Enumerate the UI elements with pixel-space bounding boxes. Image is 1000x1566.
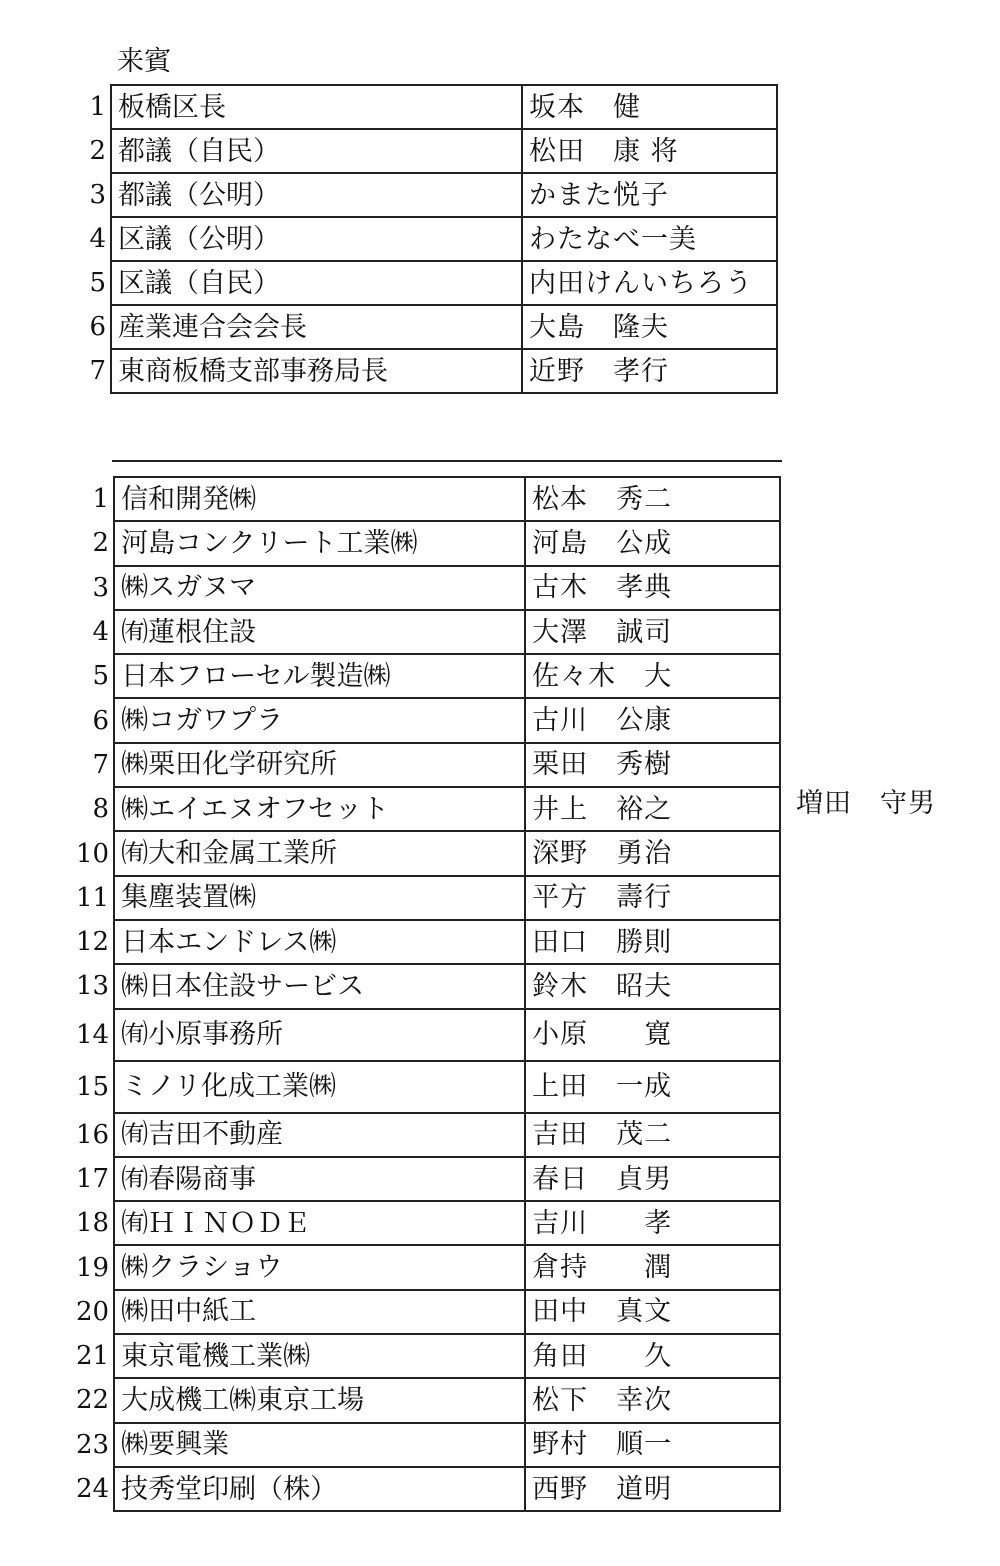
row-number: 6: [92, 705, 110, 736]
table-row: [76, 654, 780, 698]
organization-cell: ㈲吉田不動産: [114, 1113, 525, 1157]
name-cell: 大澤 誠司: [525, 610, 780, 654]
name-cell: かまた悦子: [522, 173, 777, 217]
table-row: [76, 876, 780, 920]
table-row: [76, 1061, 780, 1113]
table-row: [76, 698, 780, 742]
name-cell: 鈴木 昭夫: [525, 964, 780, 1008]
table-row: [76, 743, 780, 787]
organization-cell: ㈱要興業: [114, 1423, 525, 1467]
organization-cell: 東京電機工業㈱: [114, 1334, 525, 1378]
organization-cell: 区議（自民）: [111, 261, 522, 305]
table-row: [76, 1423, 780, 1467]
table-row: [76, 1334, 780, 1378]
organization-cell: ㈲ＨＩＮＯＤＥ: [114, 1201, 525, 1245]
row-number: 4: [92, 617, 110, 648]
row-number: 1: [92, 484, 110, 515]
organization-cell: ミノリ化成工業㈱: [114, 1061, 525, 1113]
row-number: 6: [89, 312, 106, 342]
table-row: [76, 1201, 780, 1245]
table-row: [76, 305, 777, 349]
organization-cell: 東商板橋支部事務局長: [111, 349, 522, 393]
table-row: [76, 1009, 780, 1061]
row-number: 7: [89, 356, 106, 386]
table-row: [76, 831, 780, 875]
table-row: [76, 85, 777, 129]
table-row: [76, 920, 780, 964]
row-number: 4: [89, 224, 106, 254]
row-number: 20: [76, 1296, 110, 1327]
name-cell: 井上 裕之: [525, 787, 780, 831]
table-row: [76, 787, 780, 831]
row-number: 12: [76, 927, 110, 958]
row-number: 17: [76, 1164, 110, 1194]
guests-table: [76, 84, 778, 394]
organization-cell: ㈱エイエヌオフセット: [114, 787, 525, 831]
name-cell: 吉川 孝: [525, 1201, 780, 1245]
row-number: 3: [92, 572, 110, 603]
row-number: 3: [89, 180, 106, 210]
table-row: [76, 1290, 780, 1334]
name-cell: 河島 公成: [525, 521, 780, 565]
table-row: [76, 261, 777, 305]
name-cell: 古木 孝典: [525, 566, 780, 610]
row-number: 15: [76, 1071, 110, 1102]
name-cell: 春日 貞男: [525, 1157, 780, 1201]
row-number: 21: [76, 1341, 110, 1372]
organization-cell: ㈱スガヌマ: [114, 566, 525, 610]
row-number: 10: [76, 838, 110, 869]
row-number: 24: [76, 1474, 110, 1505]
organization-cell: ㈱コガワプラ: [114, 698, 525, 742]
organization-cell: ㈱栗田化学研究所: [114, 743, 525, 787]
name-cell: 近野 孝行: [522, 349, 777, 393]
row-number: 22: [76, 1385, 110, 1416]
organization-cell: 板橋区長: [111, 85, 522, 129]
name-cell: 深野 勇治: [525, 831, 780, 875]
row-number: 18: [76, 1208, 110, 1239]
row-number: 19: [76, 1252, 110, 1283]
guests-heading: 来賓: [117, 46, 171, 77]
row-number: 23: [76, 1429, 110, 1460]
organization-cell: ㈱日本住設サービス: [114, 964, 525, 1008]
name-cell: 松田 康 将: [522, 129, 777, 173]
name-cell: 松下 幸次: [525, 1378, 780, 1422]
table-row: [76, 217, 777, 261]
organization-cell: 信和開発㈱: [114, 477, 525, 521]
organization-cell: 産業連合会会長: [111, 305, 522, 349]
row-number: 2: [89, 136, 106, 166]
extra-attendee-name: 増田 守男: [796, 788, 936, 819]
organization-cell: ㈲小原事務所: [114, 1009, 525, 1061]
row-number: 11: [76, 882, 110, 913]
name-cell: 佐々木 大: [525, 654, 780, 698]
organization-cell: 日本エンドレス㈱: [114, 920, 525, 964]
organization-cell: 区議（公明）: [111, 217, 522, 261]
row-number: 2: [92, 528, 110, 559]
name-cell: わたなべ一美: [522, 217, 777, 261]
table-row: [76, 1378, 780, 1422]
row-number: 5: [89, 268, 106, 298]
members-table: [76, 476, 781, 1512]
organization-cell: 河島コンクリート工業㈱: [114, 521, 525, 565]
section-divider: [112, 460, 782, 462]
name-cell: 内田けんいちろう: [522, 261, 777, 305]
organization-cell: 技秀堂印刷（株）: [114, 1467, 525, 1511]
table-row: [76, 477, 780, 521]
organization-cell: 大成機工㈱東京工場: [114, 1378, 525, 1422]
name-cell: 上田 一成: [525, 1061, 780, 1113]
row-number: 16: [76, 1119, 110, 1150]
name-cell: 栗田 秀樹: [525, 743, 780, 787]
table-row: [76, 349, 777, 393]
row-number: 1: [89, 92, 106, 122]
table-row: [76, 521, 780, 565]
row-number: 14: [76, 1019, 110, 1050]
row-number: 13: [76, 971, 110, 1002]
organization-cell: ㈲春陽商事: [114, 1157, 525, 1201]
name-cell: 角田 久: [525, 1334, 780, 1378]
table-row: [76, 1113, 780, 1157]
organization-cell: ㈱田中紙工: [114, 1290, 525, 1334]
table-row: [76, 566, 780, 610]
table-row: [76, 1157, 780, 1201]
name-cell: 田口 勝則: [525, 920, 780, 964]
row-number: 7: [92, 749, 110, 780]
name-cell: 坂本 健: [522, 85, 777, 129]
table-row: [76, 129, 777, 173]
organization-cell: 都議（自民）: [111, 129, 522, 173]
name-cell: 西野 道明: [525, 1467, 780, 1511]
row-number: 8: [92, 794, 110, 825]
table-row: [76, 964, 780, 1008]
name-cell: 古川 公康: [525, 698, 780, 742]
organization-cell: ㈲蓮根住設: [114, 610, 525, 654]
organization-cell: ㈲大和金属工業所: [114, 831, 525, 875]
table-row: [76, 1245, 780, 1289]
name-cell: 小原 寛: [525, 1009, 780, 1061]
name-cell: 野村 順一: [525, 1423, 780, 1467]
table-row: [76, 610, 780, 654]
row-number: 5: [92, 661, 110, 692]
table-row: [76, 173, 777, 217]
organization-cell: ㈱クラショウ: [114, 1245, 525, 1289]
table-row: [76, 1467, 780, 1511]
name-cell: 松本 秀二: [525, 477, 780, 521]
organization-cell: 都議（公明）: [111, 173, 522, 217]
organization-cell: 集塵装置㈱: [114, 876, 525, 920]
name-cell: 平方 壽行: [525, 876, 780, 920]
name-cell: 田中 真文: [525, 1290, 780, 1334]
organization-cell: 日本フローセル製造㈱: [114, 654, 525, 698]
name-cell: 吉田 茂二: [525, 1113, 780, 1157]
name-cell: 倉持 潤: [525, 1245, 780, 1289]
name-cell: 大島 隆夫: [522, 305, 777, 349]
